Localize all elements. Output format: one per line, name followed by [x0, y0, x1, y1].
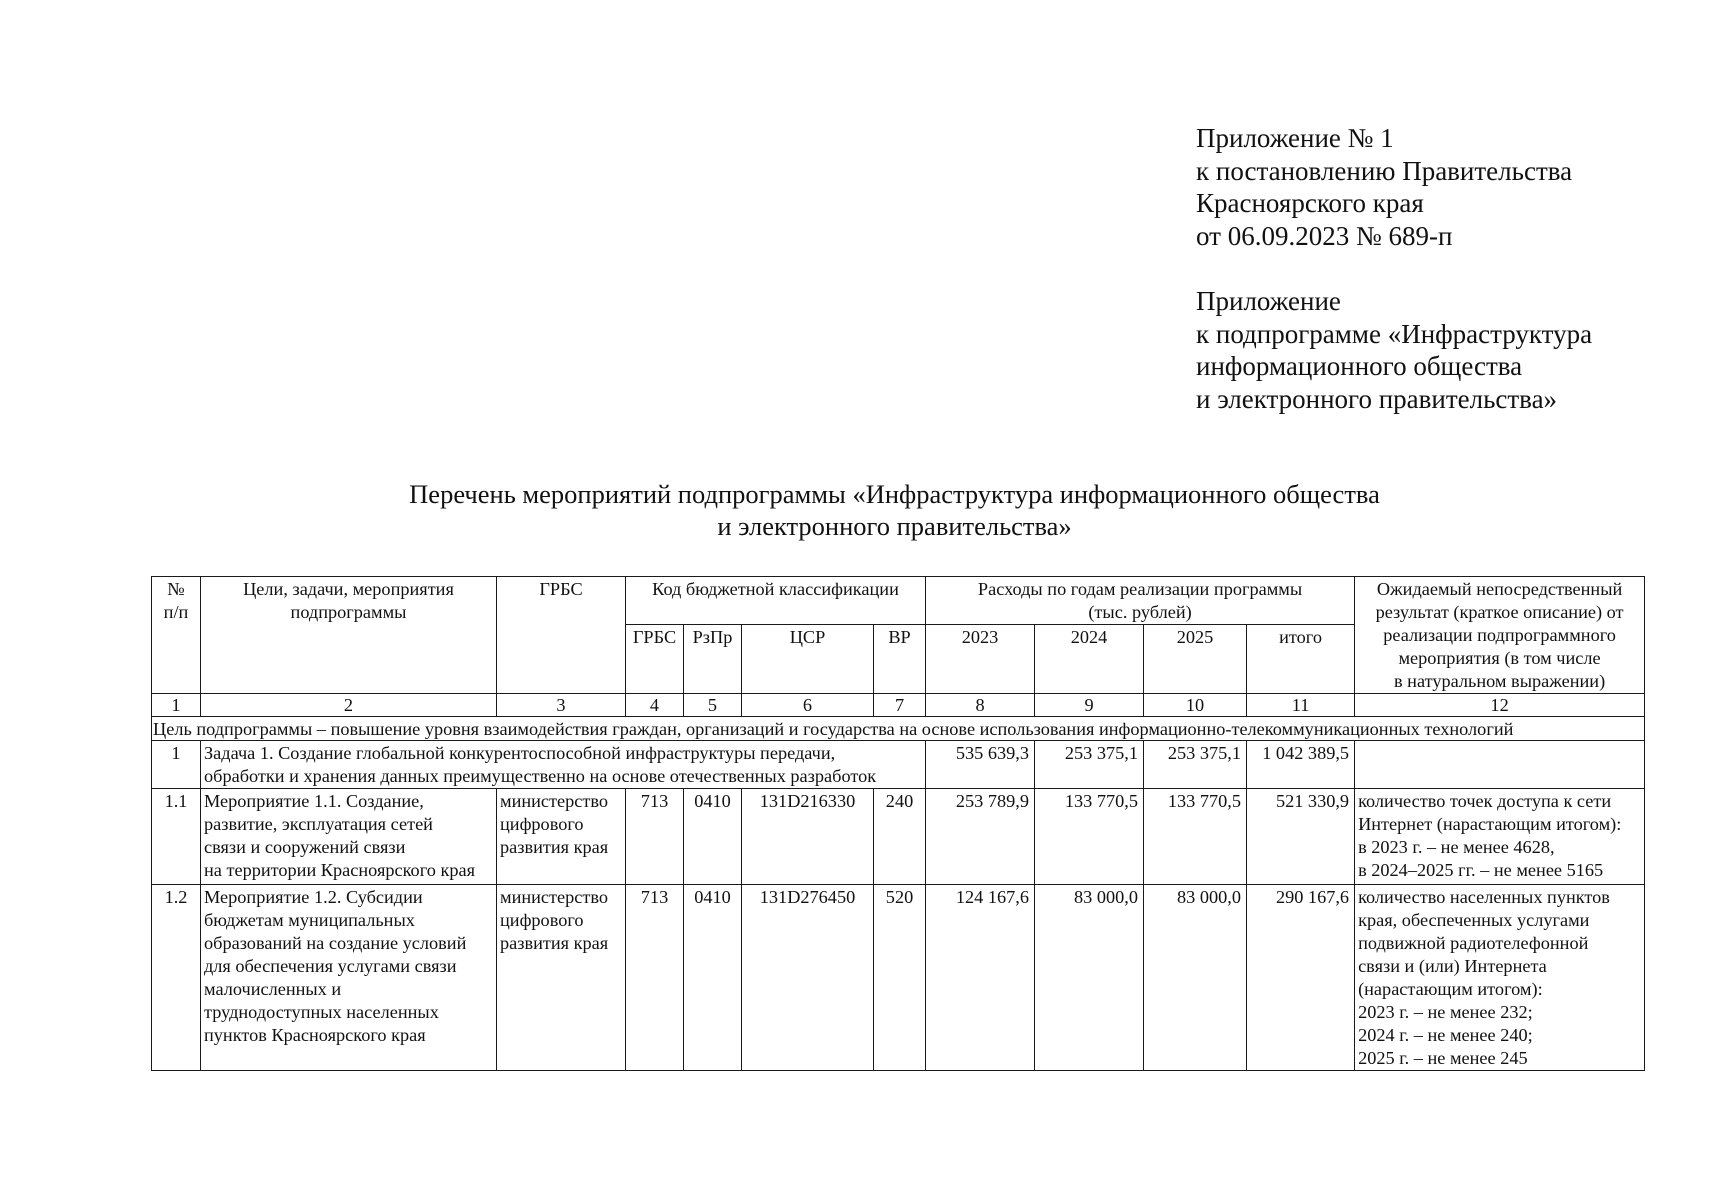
appendix-main-line: Красноярского края: [1196, 188, 1424, 218]
document-title: [0, 478, 1721, 542]
header-goals: Цели, задачи, мероприятия подпрограммы: [201, 577, 497, 694]
appendix-main-line: к постановлению Правительства: [1196, 155, 1573, 186]
document-title-line-1: Перечень мероприятий подпрограммы «Инфраструктура информационного общества: [409, 479, 1380, 509]
task-total: 1 042 389,5: [1247, 741, 1355, 789]
measure-2023: 253 789,9: [926, 789, 1035, 885]
header-sub-vr: ВР: [874, 625, 926, 694]
column-number: 4: [626, 694, 684, 717]
measures-table: [151, 576, 1645, 1071]
task-row: [152, 741, 1645, 789]
measure-grbs: министерство цифрового развития края: [497, 789, 626, 885]
header-sub-grbs: ГРБС: [626, 625, 684, 694]
appendix-main-block: [1196, 122, 1572, 252]
header-sub-2023: 2023: [926, 625, 1035, 694]
appendix-main-line: от 06.09.2023 № 689-п: [1196, 220, 1453, 251]
measure-rzpr: 0410: [684, 789, 742, 885]
measure-num: 1.1: [152, 789, 201, 885]
task-text: Задача 1. Создание глобальной конкурентоспособной инфраструктуры передачи, обработки и хранения данных преимущественно на основе отечественных разработок: [201, 741, 926, 789]
measure-vr: 520: [874, 885, 926, 1071]
goal-text: Цель подпрограммы – повышение уровня взаимодействия граждан, организаций и государства на основе использования информационно-телекоммуникационных технологий: [152, 717, 1645, 741]
task-2025: 253 375,1: [1144, 741, 1247, 789]
measure-text: Мероприятие 1.2. Субсидии бюджетам муниципальных образований на создание условий для обеспечения услугами связи малочисленных и труднодоступных населенных пунктов Красноярского края: [201, 885, 497, 1071]
header-sub-rzpr: РзПр: [684, 625, 742, 694]
column-number: 3: [497, 694, 626, 717]
measure-2025: 133 770,5: [1144, 789, 1247, 885]
measure-total: 290 167,6: [1247, 885, 1355, 1071]
measure-2024: 133 770,5: [1035, 789, 1144, 885]
table-row: [152, 885, 1645, 1071]
column-number: 11: [1247, 694, 1355, 717]
measure-2023: 124 167,6: [926, 885, 1035, 1071]
measure-vr: 240: [874, 789, 926, 885]
measure-result: количество точек доступа к сети Интернет (нарастающим итогом): в 2023 г. – не менее 4628, в 2024–2025 гг. – не менее 5165: [1355, 789, 1645, 885]
header-expenses: Расходы по годам реализации программы (тыс. рублей): [926, 577, 1355, 625]
column-number: 8: [926, 694, 1035, 717]
task-num: 1: [152, 741, 201, 789]
appendix-sub-line: Приложение: [1196, 286, 1341, 316]
header-grbs: ГРБС: [497, 577, 626, 694]
column-number: 2: [201, 694, 497, 717]
column-number: 9: [1035, 694, 1144, 717]
appendix-sub-block: [1196, 285, 1592, 415]
column-number: 6: [742, 694, 874, 717]
measure-2024: 83 000,0: [1035, 885, 1144, 1071]
task-2023: 535 639,3: [926, 741, 1035, 789]
column-number: 7: [874, 694, 926, 717]
header-num: № п/п: [152, 577, 201, 694]
measure-total: 521 330,9: [1247, 789, 1355, 885]
measure-text: Мероприятие 1.1. Создание, развитие, эксплуатация сетей связи и сооружений связи на территории Красноярского края: [201, 789, 497, 885]
header-sub-csr: ЦСР: [742, 625, 874, 694]
column-number: 5: [684, 694, 742, 717]
header-sub-2024: 2024: [1035, 625, 1144, 694]
column-number-row: [152, 694, 1645, 717]
measure-grbs-code: 713: [626, 885, 684, 1071]
header-result: Ожидаемый непосредственный результат (краткое описание) от реализации подпрограммного мероприятия (в том числе в натуральном выражении): [1355, 577, 1645, 694]
appendix-sub-line: и электронного правительства»: [1196, 383, 1558, 414]
task-2024: 253 375,1: [1035, 741, 1144, 789]
column-number: 1: [152, 694, 201, 717]
header-sub-2025: 2025: [1144, 625, 1247, 694]
table-row: [152, 789, 1645, 885]
header-sub-total: итого: [1247, 625, 1355, 694]
measure-rzpr: 0410: [684, 885, 742, 1071]
document-title-line-2: и электронного правительства»: [717, 511, 1072, 541]
measure-grbs: министерство цифрового развития края: [497, 885, 626, 1071]
header-budget-code: Код бюджетной классификации: [626, 577, 926, 625]
goal-row: [152, 717, 1645, 741]
measure-result: количество населенных пунктов края, обеспеченных услугами подвижной радиотелефонной связи и (или) Интернета (нарастающим итогом): 2023 г. – не менее 232; 2024 г. – не менее 240; 2025 г. – не менее 245: [1355, 885, 1645, 1071]
measure-csr: 131D276450: [742, 885, 874, 1071]
column-number: 12: [1355, 694, 1645, 717]
measure-num: 1.2: [152, 885, 201, 1071]
appendix-sub-line: к подпрограмме «Инфраструктура: [1196, 318, 1593, 349]
measure-csr: 131D216330: [742, 789, 874, 885]
measure-2025: 83 000,0: [1144, 885, 1247, 1071]
header-row: [152, 577, 1645, 625]
task-result: [1355, 741, 1645, 789]
column-number: 10: [1144, 694, 1247, 717]
measure-grbs-code: 713: [626, 789, 684, 885]
appendix-sub-line: информационного общества: [1196, 351, 1523, 381]
appendix-main-line: Приложение № 1: [1196, 123, 1394, 153]
